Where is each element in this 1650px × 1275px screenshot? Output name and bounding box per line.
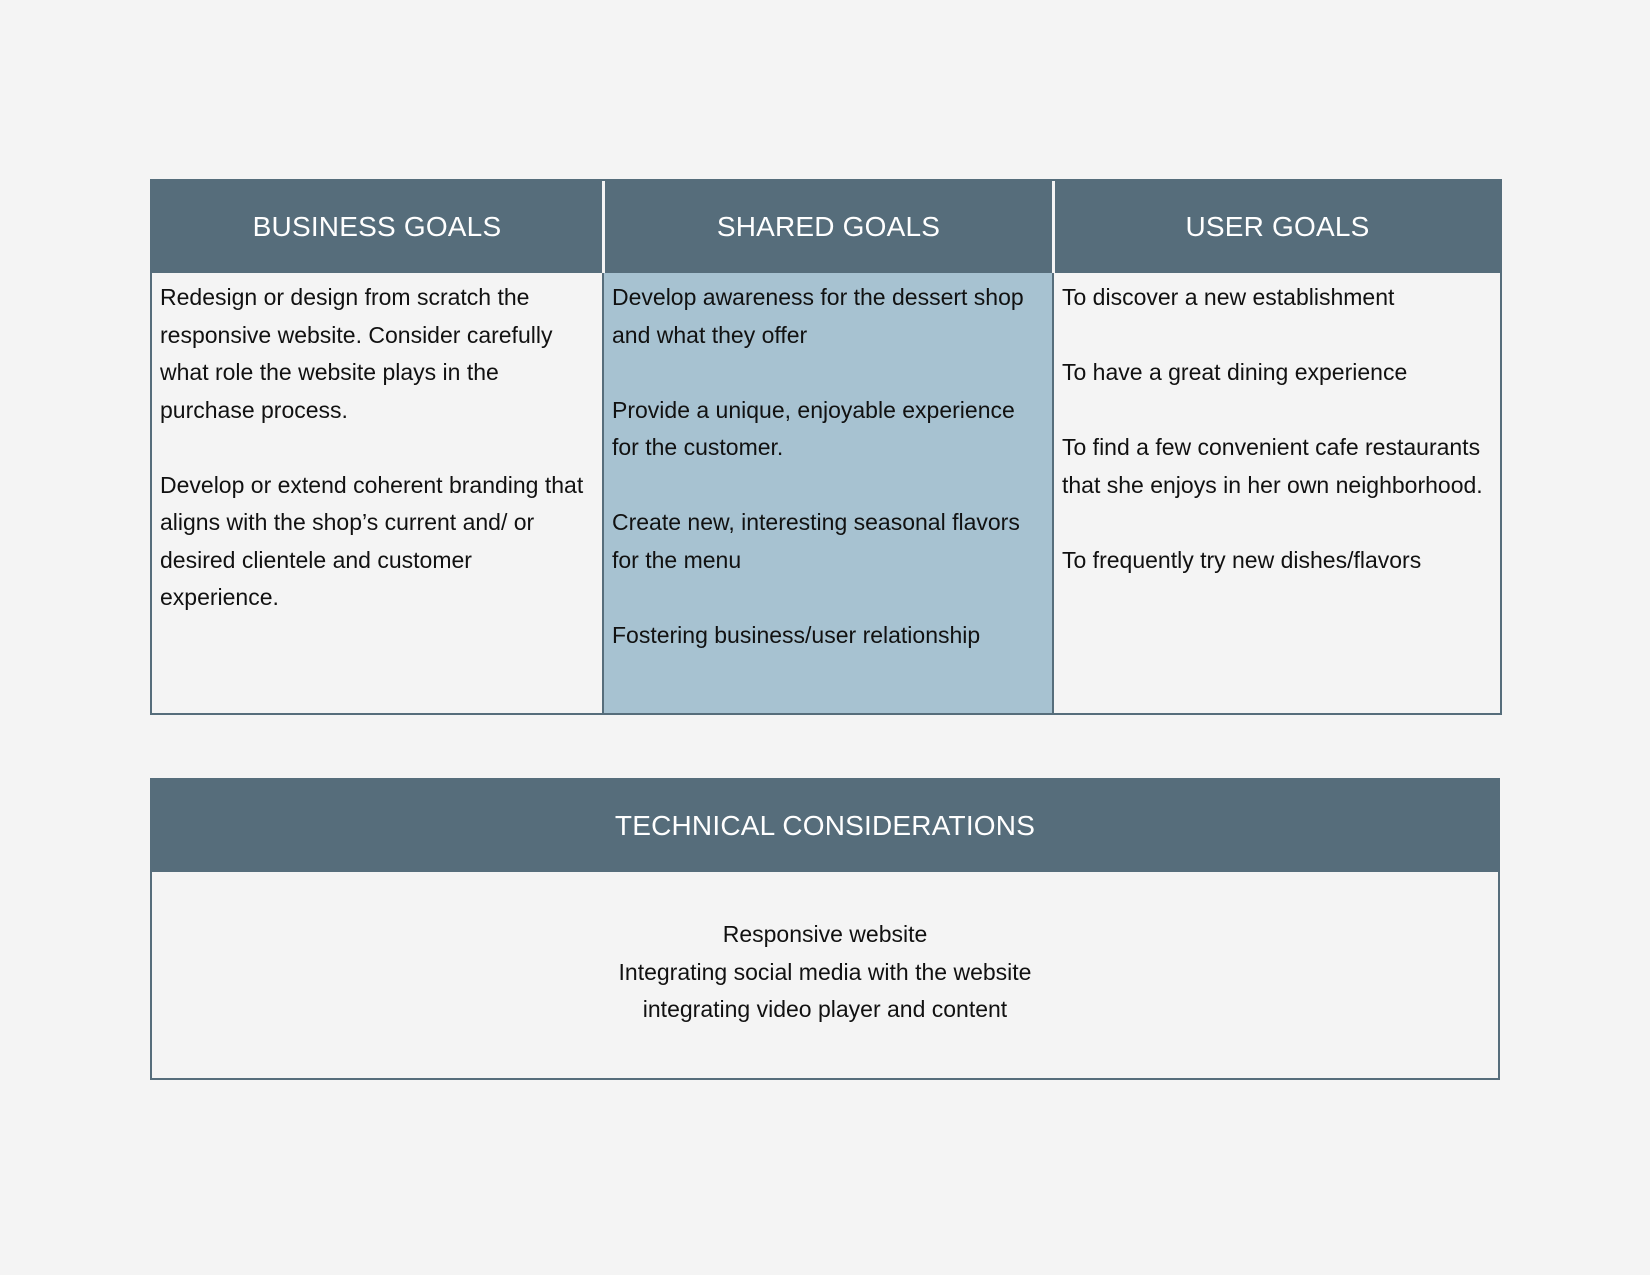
business-goals-header: BUSINESS GOALS (152, 181, 602, 273)
shared-goal-item: Develop awareness for the dessert shop and what they offer (612, 284, 1024, 348)
technical-considerations-header: TECHNICAL CONSIDERATIONS (152, 780, 1498, 872)
shared-goal-item: Fostering business/user relationship (612, 621, 981, 648)
user-goal-item: To find a few convenient cafe restaurants that she enjoys in her own neighborhood. (1062, 434, 1483, 498)
user-goal-item: To have a great dining experience (1062, 359, 1408, 385)
shared-goal-item: Provide a unique, enjoyable experience for the customer. (612, 396, 1015, 460)
user-goal-item: To frequently try new dishes/flavors (1062, 546, 1422, 573)
user-goals-column (1052, 273, 1500, 713)
user-goals-header: USER GOALS (1052, 181, 1500, 273)
shared-goals-header: SHARED GOALS (602, 181, 1052, 273)
business-goals-column (152, 273, 602, 713)
business-goal-item: Develop or extend coherent branding that aligns with the shop’s current and/ or desired clientele and customer experience. (160, 471, 584, 610)
technical-item: Integrating social media with the website (618, 958, 1032, 985)
shared-goal-item: Create new, interesting seasonal flavors for the menu (612, 509, 1020, 573)
technical-item: Responsive website (722, 921, 928, 947)
technical-item: integrating video player and content (642, 996, 1008, 1022)
user-goal-item: To discover a new establishment (1062, 284, 1395, 310)
shared-goals-column (602, 273, 1052, 713)
technical-considerations-body (152, 872, 1498, 1029)
technical-considerations-box (150, 778, 1500, 1080)
business-goal-item: Redesign or design from scratch the responsive website. Consider carefully what role the website plays in the purchase process. (160, 284, 553, 423)
goals-table (150, 179, 1502, 715)
